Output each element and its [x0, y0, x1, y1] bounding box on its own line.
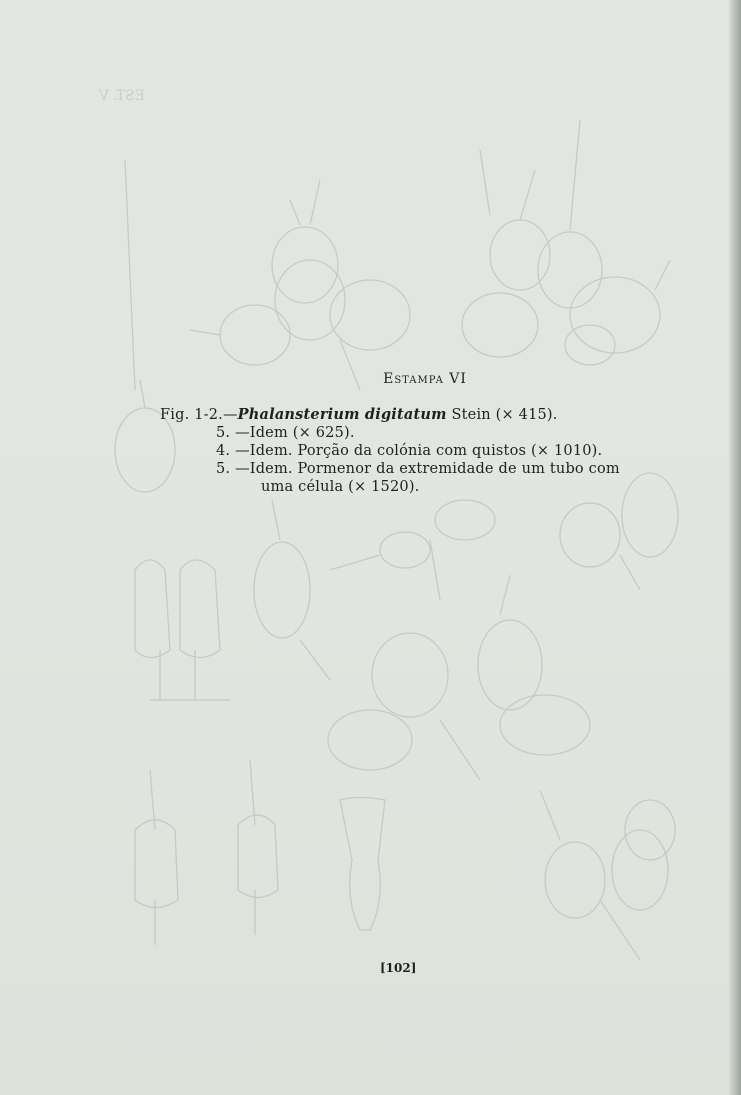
entry-dash: —	[235, 461, 250, 477]
entry-dash: —	[222, 407, 238, 423]
entry-text: Idem. Porção da colónia com quistos (× 1010).	[249, 443, 603, 459]
entry-text: Stein (× 415).	[446, 407, 558, 423]
page-edge-shadow	[729, 0, 741, 1095]
entry-dash: —	[235, 425, 250, 441]
svg-text:EST. V: EST. V	[98, 88, 145, 104]
entry-dash: —	[235, 443, 250, 459]
entry-text: Idem. Pormenor da extremidade de um tubo com	[249, 461, 620, 477]
entry-number: 4.	[216, 443, 231, 459]
plate-title: Estampa VI	[383, 371, 467, 387]
entry-text: Idem (× 625).	[249, 425, 355, 441]
entry-number: 1-2.	[194, 407, 223, 423]
caption-line-2	[160, 424, 630, 442]
entry-number: 5.	[216, 425, 231, 441]
taxon-name: Phalansterium digitatum	[237, 406, 447, 423]
fig-prefix: Fig.	[160, 407, 190, 423]
caption-line-1	[160, 406, 630, 424]
caption-line-4	[160, 460, 630, 478]
caption-line-3	[160, 442, 630, 460]
caption-continuation: uma célula (× 1520).	[261, 479, 420, 495]
entry-number: 5.	[216, 461, 231, 477]
plate-caption	[160, 370, 630, 496]
page-number: [102]	[380, 961, 417, 975]
